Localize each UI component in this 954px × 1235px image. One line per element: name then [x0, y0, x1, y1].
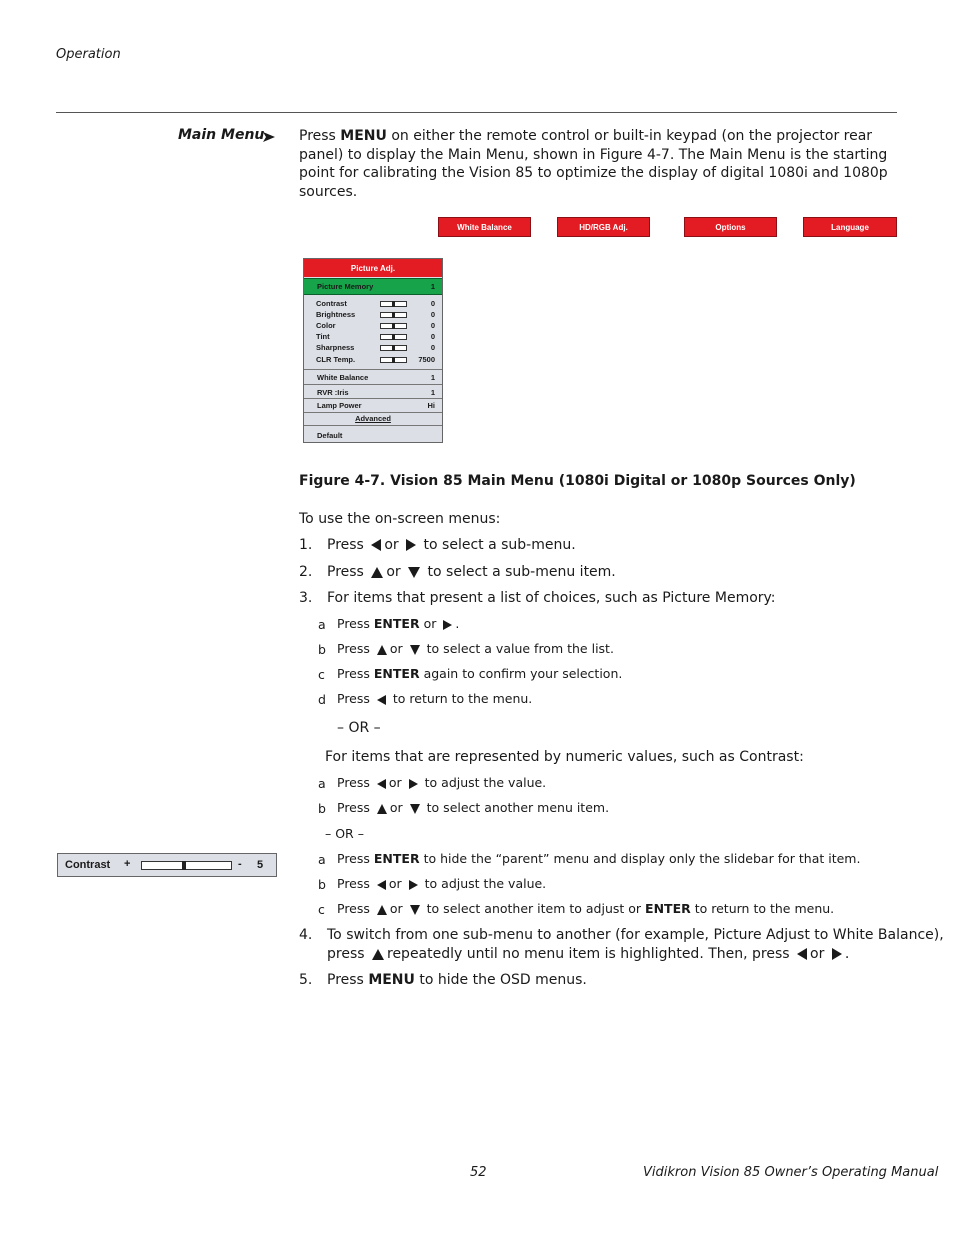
menu-divider: [304, 384, 442, 385]
left-arrow-icon: [371, 539, 381, 551]
right-arrow-icon: [409, 880, 418, 890]
right-arrow-icon: [409, 779, 418, 789]
right-arrow-icon: [443, 620, 452, 630]
up-arrow-icon: [377, 645, 387, 655]
intro-paragraph: Press MENU on either the remote control or built-in keypad (on the projector rear panel) to display the Main Menu, shown in Figure 4-7. The Main Menu is the starting point for calibrating the Vision 85 to optimize the display of digital 1080i and 1080p sources.: [299, 128, 888, 200]
step-number: 1.: [299, 537, 313, 553]
slidebar-label: Contrast: [65, 859, 111, 871]
menu-item-brightness[interactable]: Brightness 0: [316, 310, 435, 319]
arrow-right-icon: [262, 130, 276, 144]
menu-item-tint[interactable]: Tint 0: [316, 332, 435, 341]
picture-adj-menu: [303, 258, 443, 443]
menu-item-default[interactable]: Default: [317, 430, 343, 440]
substep-3d: Press to return to the menu.: [337, 691, 533, 706]
step-number: 5.: [299, 972, 313, 988]
menu-divider: [304, 425, 442, 426]
down-arrow-icon: [408, 567, 420, 578]
menu-item-white-balance[interactable]: White Balance 1: [317, 372, 435, 382]
menu-divider: [304, 369, 442, 370]
substep-letter: d: [318, 692, 326, 707]
numeric-intro: For items that are represented by numeric values, such as Contrast:: [325, 749, 804, 765]
step-2: Press or to select a sub-menu item.: [327, 564, 616, 580]
menu-link-advanced[interactable]: Advanced: [355, 414, 391, 423]
page-number: 52: [470, 1165, 487, 1180]
slider-bar: [380, 301, 407, 307]
substep-3b: Press or to select a value from the list.: [337, 641, 614, 656]
slidebar-track[interactable]: [141, 861, 232, 870]
tab-options[interactable]: Options: [684, 217, 777, 237]
footer-title: Vidikron Vision 85 Owner’s Operating Manual: [643, 1165, 939, 1180]
tab-hd-rgb-adj[interactable]: HD/RGB Adj.: [557, 217, 650, 237]
slider-bar: [380, 357, 407, 363]
step-5: Press MENU to hide the OSD menus.: [327, 972, 587, 988]
step-4-line2: press repeatedly until no menu item is highlighted. Then, press or .: [327, 946, 850, 962]
contrast-slidebar[interactable]: [57, 853, 277, 877]
substep-numeric-a: Press or to adjust the value.: [337, 775, 547, 790]
slidebar-plus: +: [124, 858, 131, 870]
menu-title[interactable]: Picture Adj.: [304, 259, 442, 277]
step-number: 4.: [299, 927, 313, 943]
slider-bar: [380, 334, 407, 340]
left-arrow-icon: [377, 695, 386, 705]
up-arrow-icon: [377, 804, 387, 814]
enter-key: ENTER: [373, 851, 420, 866]
left-arrow-icon: [377, 779, 386, 789]
up-arrow-icon: [377, 905, 387, 915]
substep-slidebar-b: Press or to adjust the value.: [337, 876, 547, 891]
left-arrow-icon: [797, 948, 807, 960]
substep-3a: Press ENTER or .: [337, 616, 460, 631]
slider-bar: [380, 323, 407, 329]
down-arrow-icon: [410, 645, 420, 655]
up-arrow-icon: [372, 949, 384, 960]
substep-letter: c: [318, 902, 325, 917]
substep-slidebar-c: Press or to select another item to adjust or ENTER to return to the menu.: [337, 901, 835, 916]
slidebar-minus: -: [238, 858, 242, 870]
figure-caption: Figure 4-7. Vision 85 Main Menu (1080i Digital or 1080p Sources Only): [299, 473, 856, 489]
step-3: For items that present a list of choices, such as Picture Memory:: [327, 590, 776, 606]
menu-item-clr-temp[interactable]: CLR Temp. 7500: [316, 355, 435, 364]
slidebar-knob[interactable]: [182, 861, 186, 870]
substep-letter: c: [318, 667, 325, 682]
usage-intro: To use the on-screen menus:: [299, 511, 501, 527]
tab-language[interactable]: Language: [803, 217, 897, 237]
down-arrow-icon: [410, 804, 420, 814]
right-arrow-icon: [832, 948, 842, 960]
or-divider: – OR –: [325, 826, 364, 841]
enter-key: ENTER: [645, 901, 691, 916]
running-header: Operation: [56, 47, 121, 62]
enter-key: ENTER: [373, 666, 420, 681]
section-heading: Main Menu: [178, 127, 265, 143]
up-arrow-icon: [371, 567, 383, 578]
enter-key: ENTER: [373, 616, 420, 631]
substep-letter: b: [318, 642, 326, 657]
menu-divider: [304, 412, 442, 413]
substep-3c: Press ENTER again to confirm your selection.: [337, 666, 623, 681]
step-number: 2.: [299, 564, 313, 580]
substep-numeric-b: Press or to select another menu item.: [337, 800, 610, 815]
menu-item-rvr-iris[interactable]: RVR :Iris 1: [317, 387, 435, 397]
substep-letter: a: [318, 852, 326, 867]
down-arrow-icon: [410, 905, 420, 915]
menu-item-sharpness[interactable]: Sharpness 0: [316, 343, 435, 352]
menu-key: MENU: [368, 972, 415, 988]
substep-letter: b: [318, 877, 326, 892]
header-rule: [56, 112, 897, 113]
right-arrow-icon: [406, 539, 416, 551]
substep-letter: b: [318, 801, 326, 816]
substep-letter: a: [318, 617, 326, 632]
menu-item-picture-memory[interactable]: Picture Memory 1: [304, 278, 442, 295]
or-divider: – OR –: [337, 720, 381, 736]
substep-letter: a: [318, 776, 326, 791]
slider-bar: [380, 345, 407, 351]
menu-item-color[interactable]: Color 0: [316, 321, 435, 330]
step-1: Press or to select a sub-menu.: [327, 537, 576, 553]
menu-item-contrast[interactable]: Contrast 0: [316, 299, 435, 308]
tab-white-balance[interactable]: White Balance: [438, 217, 531, 237]
menu-item-lamp-power[interactable]: Lamp Power Hi: [317, 400, 435, 410]
left-arrow-icon: [377, 880, 386, 890]
menu-key: MENU: [340, 128, 387, 144]
slidebar-value: 5: [257, 859, 264, 871]
step-4-line1: To switch from one sub-menu to another (for example, Picture Adjust to White Balance),: [327, 927, 944, 943]
substep-slidebar-a: Press ENTER to hide the “parent” menu and display only the slidebar for that item.: [337, 851, 861, 866]
step-number: 3.: [299, 590, 313, 606]
slider-bar: [380, 312, 407, 318]
